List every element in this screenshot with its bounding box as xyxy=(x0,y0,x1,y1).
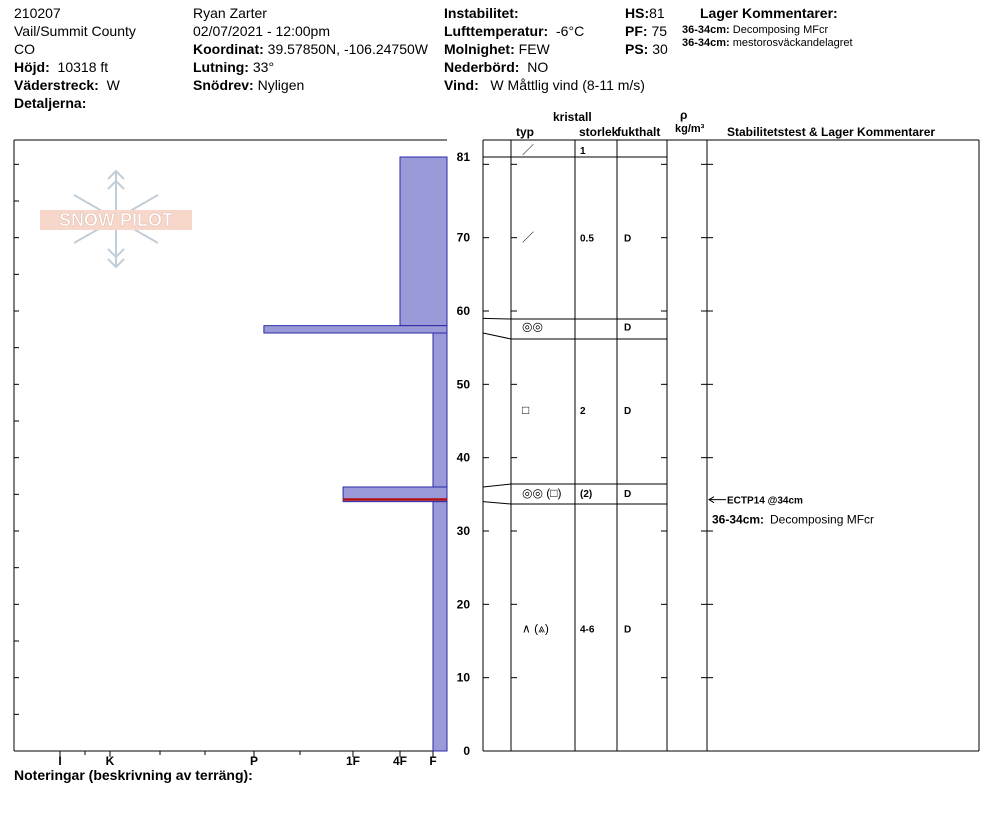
col-size: storlek xyxy=(579,125,619,139)
height-tick-label: 0 xyxy=(463,744,470,758)
col-rho: ρ xyxy=(680,108,688,122)
hardness-tick-label: K xyxy=(105,754,115,768)
sky-row: Molnighet: FEW xyxy=(444,41,550,57)
hardness-tick-label: F xyxy=(429,754,437,768)
instability-label: Instabilitet: xyxy=(444,5,519,21)
wind-loading-value: Nyligen xyxy=(257,77,305,93)
layer-comment-2: 36-34cm: mestorosväckandelagret xyxy=(682,37,853,49)
layer-moisture: D xyxy=(624,406,632,417)
hs-value: 81 xyxy=(649,5,665,21)
details-label: Detaljerna: xyxy=(14,95,87,111)
aspect-row: Väderstreck: W xyxy=(14,77,120,93)
layer-crystal-size: (2) xyxy=(580,488,593,500)
wind-loading-row: Snödrev: Nyligen xyxy=(193,77,305,93)
col-moisture: fukthalt xyxy=(617,125,661,139)
wind-row: Vind: W Måttlig vind (8-11 m/s) xyxy=(444,77,645,93)
layer-boundary-connector xyxy=(483,333,511,339)
height-tick-label: 30 xyxy=(456,524,470,538)
height-tick-label: 60 xyxy=(456,304,470,318)
col-stability: Stabilitetstest & Lager Kommentarer xyxy=(727,125,936,139)
hardness-tick-label: 4F xyxy=(392,754,408,768)
aspect-value: W xyxy=(106,77,120,93)
ps-row: PS: 30 xyxy=(625,41,668,57)
sky-value: FEW xyxy=(518,41,550,57)
hardness-bar xyxy=(264,326,447,333)
ps-value: 30 xyxy=(652,41,668,57)
layer-crystal-type: □ xyxy=(522,403,530,417)
wind-value: W Måttlig vind (8-11 m/s) xyxy=(490,77,645,93)
layer-crystal-type: ／ xyxy=(522,230,535,245)
stability-comment-text: Decomposing MFcr xyxy=(770,512,875,527)
hardness-bar xyxy=(433,333,447,487)
layer-crystal-size: 0.5 xyxy=(580,233,594,245)
layer-crystal-type: ◎◎ xyxy=(522,319,543,334)
precip-row: Nederbörd: NO xyxy=(444,59,549,75)
col-density-unit: kg/m³ xyxy=(675,123,705,135)
layer-comments-title: Lager Kommentarer: xyxy=(700,5,838,21)
snowpilot-logo xyxy=(40,171,192,267)
layer-moisture: D xyxy=(624,233,632,245)
layer-moisture: D xyxy=(624,322,632,334)
height-tick-label: 81 xyxy=(456,150,470,164)
layer-crystal-type: ◎◎ (□) xyxy=(522,485,562,500)
col-type: typ xyxy=(516,125,534,139)
layer-crystal-type: ／ xyxy=(522,143,535,157)
observer: Ryan Zarter xyxy=(193,5,267,21)
col-crystal: kristall xyxy=(553,110,592,124)
height-tick-label: 50 xyxy=(456,377,470,392)
layer-crystal-size: 1 xyxy=(580,146,586,157)
height-tick-label: 20 xyxy=(456,597,470,612)
hardness-tick-label: I xyxy=(58,754,62,768)
state: CO xyxy=(14,41,35,57)
slope-row: Lutning: 33° xyxy=(193,59,275,75)
hardness-tick-label: P xyxy=(249,754,259,768)
layer-crystal-size: 2 xyxy=(580,406,586,417)
layer-boundary-connector xyxy=(483,502,511,504)
layer-boundary-connector xyxy=(483,484,511,487)
layer-comment-1: 36-34cm: Decomposing MFcr xyxy=(682,24,829,36)
notes-label: Noteringar (beskrivning av terräng): xyxy=(14,767,253,783)
precip-value: NO xyxy=(527,59,549,75)
elevation-row: Höjd: 10318 ft xyxy=(14,59,109,75)
hs-row: HS:81 xyxy=(625,5,665,21)
height-tick-label: 10 xyxy=(456,670,470,685)
height-tick-label: 70 xyxy=(456,230,470,245)
pf-value: 75 xyxy=(651,23,668,39)
layer-crystal-type: ∧ (⩓) xyxy=(522,621,549,636)
layer-boundary-connector xyxy=(483,318,511,319)
height-tick-label: 40 xyxy=(456,450,470,465)
pf-row: PF: 75 xyxy=(625,23,668,39)
hardness-tick-label: 1F xyxy=(345,754,361,768)
datetime: 02/07/2021 - 12:00pm xyxy=(193,23,330,39)
location: Vail/Summit County xyxy=(14,23,136,39)
layer-moisture: D xyxy=(624,488,632,500)
coord-value: 39.57850N, -106.24750W xyxy=(267,41,428,57)
profile-id: 210207 xyxy=(14,5,61,21)
stability-test-label: ECTP14 @34cm xyxy=(727,495,803,507)
slope-value: 33° xyxy=(252,59,275,75)
stability-comment-range: 36-34cm: xyxy=(712,512,765,527)
coord-row: Koordinat: 39.57850N, -106.24750W xyxy=(193,41,428,57)
air-temp-value: -6°C xyxy=(556,23,585,39)
hardness-bar xyxy=(433,502,447,751)
logo-text: SNOW PILOT xyxy=(59,210,173,230)
layer-moisture: D xyxy=(624,624,632,636)
elevation-value: 10318 ft xyxy=(57,59,109,75)
air-temp-row: Lufttemperatur: -6°C xyxy=(444,23,585,39)
hardness-bar xyxy=(400,157,447,326)
layer-crystal-size: 4-6 xyxy=(580,624,595,636)
